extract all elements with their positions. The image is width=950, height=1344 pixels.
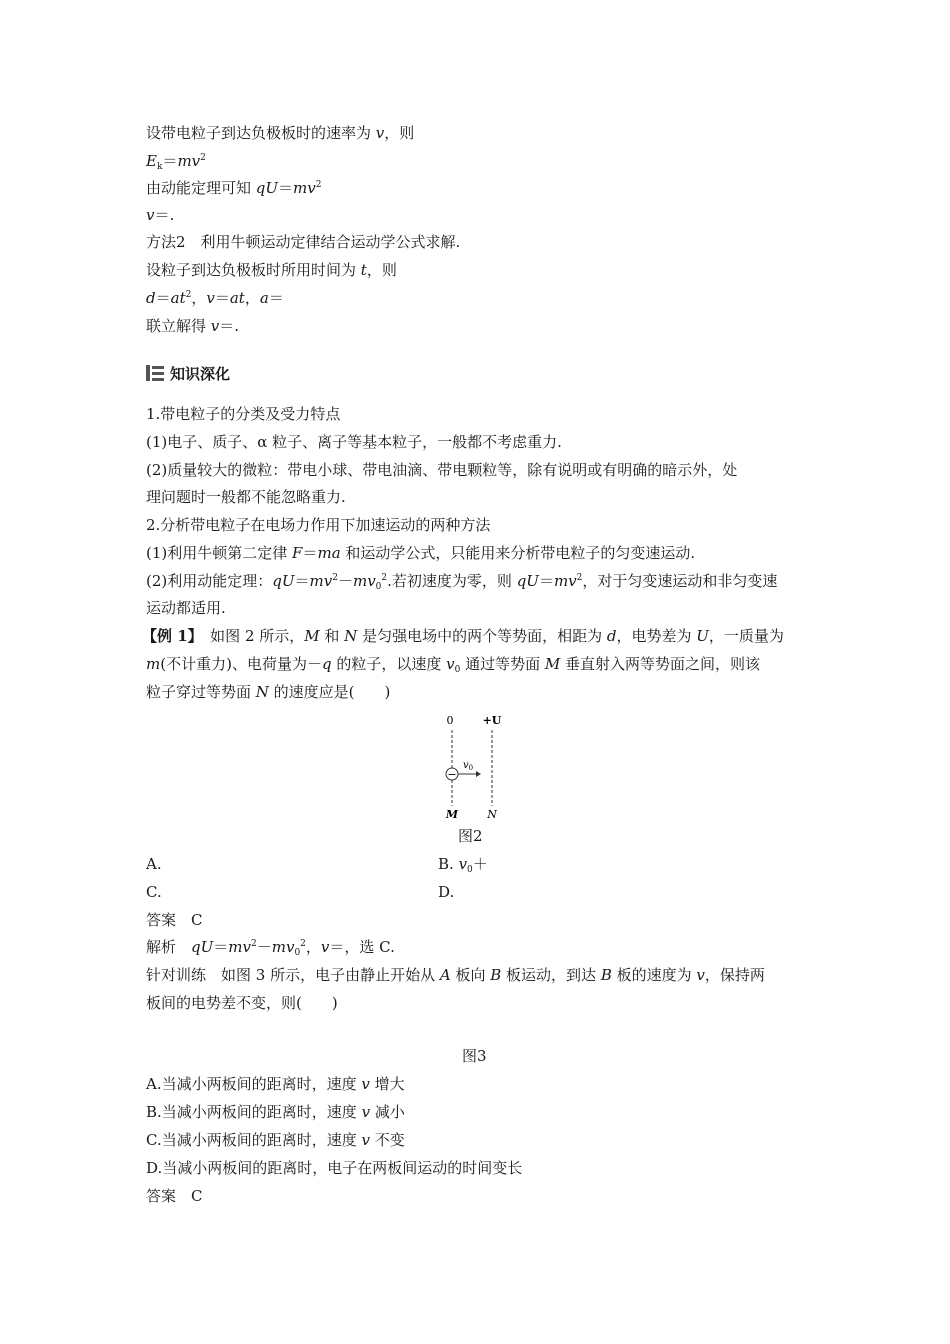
var-E: E <box>146 152 157 170</box>
minus: － <box>256 938 272 956</box>
var-N: N <box>255 683 269 701</box>
method2-line2 <box>146 288 284 308</box>
var-B: B <box>600 966 612 984</box>
text: 的粒子，以速度 <box>331 655 447 673</box>
text: ，一质量为 <box>708 627 784 645</box>
text: 板的速度为 <box>611 966 697 984</box>
sep: ， <box>244 289 260 307</box>
point-2-2 <box>146 571 777 591</box>
method1-line3 <box>146 178 321 198</box>
text: 和运动学公式，只能用来分析带电粒子的匀变速运动. <box>340 544 696 562</box>
text: 和 <box>319 627 345 645</box>
text: ，保持两 <box>704 966 765 984</box>
example-line2 <box>146 654 760 674</box>
text: (不计重力)、电荷量为－ <box>160 655 322 673</box>
var-qU: qU <box>516 572 539 590</box>
var-v: v <box>446 655 455 673</box>
sup: 2 <box>315 180 322 190</box>
text: (1)利用牛顿第二定律 <box>146 544 293 562</box>
var-v: v <box>361 1131 370 1149</box>
minus: － <box>337 572 353 590</box>
sup: 2 <box>185 290 192 300</box>
var-v: v <box>696 966 705 984</box>
label-N: N <box>487 808 497 820</box>
text: 针对训练 如图 3 所示，电子由静止开始从 <box>146 966 440 984</box>
eq: ＝ <box>538 572 554 590</box>
text: 板向 <box>450 966 491 984</box>
option-A[interactable]: A. <box>146 855 162 873</box>
text: ，对于匀变速运动和非匀变速 <box>582 572 778 590</box>
text: 设粒子到达负极板时所用时间为 <box>146 261 361 279</box>
eq: ＝ <box>294 572 310 590</box>
example-tag: 【例 1】 <box>142 627 196 645</box>
text: 板运动，到达 <box>501 966 601 984</box>
sub: 0 <box>454 665 461 675</box>
var-q: q <box>321 655 332 673</box>
text: 由动能定理可知 <box>146 179 256 197</box>
sep: ， <box>305 938 321 956</box>
eq: ＝ <box>162 152 178 170</box>
sub: 0 <box>467 865 473 875</box>
text: 垂直射入两等势面之间，则该 <box>560 655 761 673</box>
eq: ＝ <box>214 289 230 307</box>
var-qU: qU <box>272 572 295 590</box>
text: 是匀强电场中的两个等势面，相距为 <box>357 627 607 645</box>
text: ，电势差为 <box>616 627 697 645</box>
text: B. <box>438 855 459 873</box>
var-v: v <box>361 1103 371 1121</box>
var-v: v <box>210 317 220 335</box>
point-2-2b: 运动都适用. <box>146 599 226 617</box>
charge-sign: − <box>447 768 457 781</box>
text: ＋ <box>472 855 488 873</box>
label-0: 0 <box>446 714 454 727</box>
var-v: v <box>146 206 155 224</box>
var-mv: mv <box>228 938 251 956</box>
method1-line1 <box>146 123 414 143</box>
sup: 2 <box>250 939 257 949</box>
point-2-1 <box>146 543 695 563</box>
training-line2: 板间的电势差不变，则( ) <box>146 994 338 1012</box>
example-line3 <box>146 682 390 702</box>
var-qU: qU <box>255 179 279 197</box>
text: 通过等势面 <box>460 655 545 673</box>
text: B.当减小两板间的距离时，速度 <box>146 1103 362 1121</box>
var-M: M <box>304 627 320 645</box>
var-at: at <box>170 289 186 307</box>
var-F: F <box>292 544 303 562</box>
eq: ＝ <box>268 289 284 307</box>
sub: 0 <box>375 582 382 592</box>
var-mv: mv <box>271 938 295 956</box>
text: 联立解得 <box>146 317 211 335</box>
text: ＝. <box>219 317 240 335</box>
text: (2)利用动能定理： <box>146 572 273 590</box>
figure-2-diagram <box>430 708 520 820</box>
method1-line4 <box>146 205 174 225</box>
text: 减小 <box>370 1103 405 1121</box>
var-M: M <box>544 655 561 673</box>
label-plus-U: +U <box>482 714 502 727</box>
option2-A[interactable] <box>146 1074 405 1094</box>
sub-k: k <box>156 162 163 172</box>
training-line1 <box>146 965 765 985</box>
point-1-2a: (2)质量较大的微粒：带电小球、带电油滴、带电颗粒等，除有说明或有明确的暗示外，处 <box>146 461 738 479</box>
method2-line3 <box>146 316 239 336</box>
var-d: d <box>146 289 156 307</box>
point-1-1: (1)电子、质子、α 粒子、离子等基本粒子，一般都不考虑重力. <box>146 433 562 451</box>
eq: ＝ <box>213 938 229 956</box>
var-mv: mv <box>177 152 201 170</box>
section-title: 知识深化 <box>170 364 231 383</box>
text: ，则 <box>384 124 415 142</box>
var-mv: mv <box>309 572 333 590</box>
label-v0: $v_0$ <box>463 760 474 772</box>
var-d: d <box>606 627 617 645</box>
method2-title: 方法2 利用牛顿运动定律结合运动学公式求解. <box>146 233 461 251</box>
text: 如图 2 所示， <box>195 627 305 645</box>
section-header <box>146 362 230 384</box>
sup: 2 <box>332 573 338 583</box>
var-t: t <box>360 261 367 279</box>
figure-2-caption: 图2 <box>458 827 483 845</box>
text: ，则 <box>366 261 397 279</box>
text: ＝，选 C. <box>329 938 395 956</box>
text: 不变 <box>369 1131 405 1149</box>
example-line1 <box>142 626 784 646</box>
text: 增大 <box>369 1075 405 1093</box>
var-U: U <box>696 627 709 645</box>
sup: 2 <box>381 573 388 583</box>
method1-line2 <box>146 151 206 171</box>
var-v: v <box>361 1075 370 1093</box>
var-A: A <box>439 966 451 984</box>
var-v: v <box>320 938 330 956</box>
text: .若初速度为零，则 <box>387 572 517 590</box>
var-ma: ma <box>317 544 341 562</box>
var-N: N <box>344 627 358 645</box>
analysis <box>146 937 395 957</box>
text: 解析 <box>146 938 192 956</box>
list-icon <box>146 365 164 381</box>
option-C[interactable]: C. <box>146 883 162 901</box>
sup: 2 <box>200 153 206 163</box>
method2-line1 <box>146 260 397 280</box>
text: ＝. <box>154 206 175 224</box>
figure-3-caption: 图3 <box>462 1047 487 1065</box>
var-v: v <box>375 124 385 142</box>
text: 的速度应是( ) <box>268 683 391 701</box>
text: 设带电粒子到达负极板时的速率为 <box>146 124 376 142</box>
var-mv: mv <box>553 572 577 590</box>
text: C.当减小两板间的距离时，速度 <box>146 1131 362 1149</box>
sep: ， <box>191 289 207 307</box>
var-B: B <box>490 966 502 984</box>
eq: ＝ <box>302 544 318 562</box>
option-B[interactable] <box>438 854 488 874</box>
var-m: m <box>146 655 161 673</box>
var-at: at <box>229 289 245 307</box>
arrow-head <box>476 771 481 777</box>
point-2: 2.分析带电粒子在电场力作用下加速运动的两种方法 <box>146 516 491 534</box>
option2-C[interactable] <box>146 1130 405 1150</box>
option-D[interactable]: D. <box>438 883 455 901</box>
sup: 2 <box>576 573 583 583</box>
option2-B[interactable] <box>146 1102 405 1122</box>
var-qU: qU <box>191 938 214 956</box>
eq: ＝ <box>155 289 171 307</box>
sub: 0 <box>294 948 301 958</box>
var-mv: mv <box>352 572 376 590</box>
label-M: M <box>445 808 459 820</box>
var-mv: mv <box>293 179 316 197</box>
point-1-2b: 理问题时一般都不能忽略重力. <box>146 488 346 506</box>
option2-D[interactable]: D.当减小两板间的距离时，电子在两板间运动的时间变长 <box>146 1159 523 1177</box>
text: A.当减小两板间的距离时，速度 <box>146 1075 362 1093</box>
sup: 2 <box>300 939 306 949</box>
var-v: v <box>206 289 215 307</box>
eq: ＝ <box>278 179 294 197</box>
var-a: a <box>259 289 269 307</box>
answer-1: 答案 C <box>146 911 203 929</box>
answer-2: 答案 C <box>146 1187 203 1205</box>
text: 粒子穿过等势面 <box>146 683 256 701</box>
point-1: 1.带电粒子的分类及受力特点 <box>146 405 341 423</box>
var-v: v <box>458 855 468 873</box>
